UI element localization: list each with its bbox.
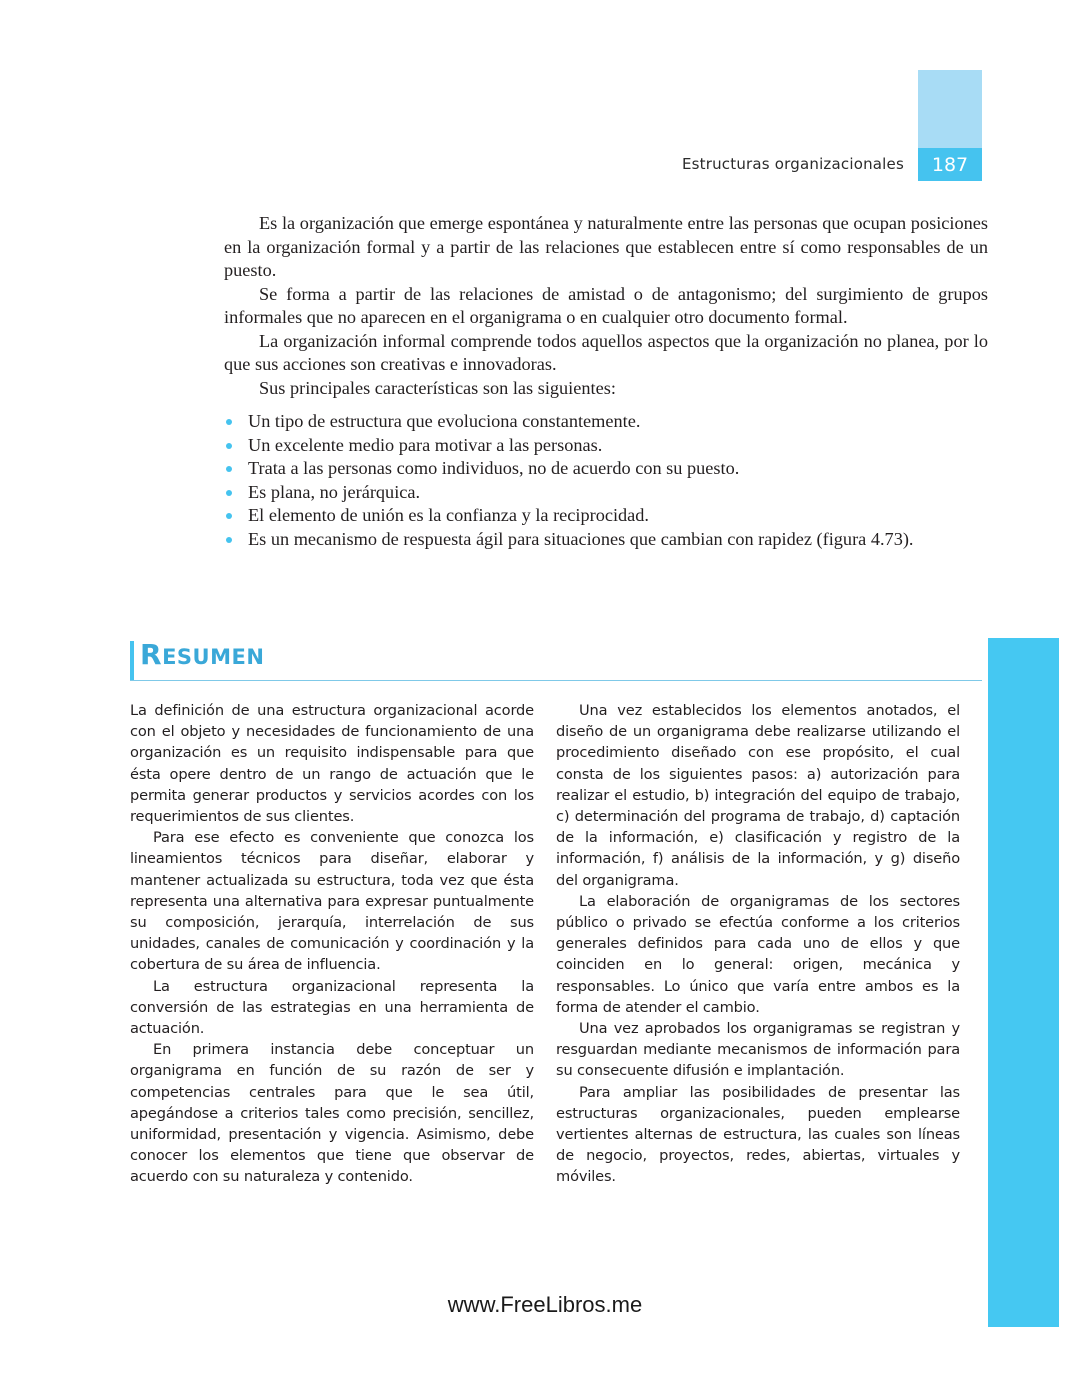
list-item — [224, 504, 988, 528]
list-item-text: Es un mecanismo de respuesta ágil para situaciones que cambian con rapidez (figura 4.73). — [248, 528, 914, 549]
resumen-heading-initial: R — [140, 638, 163, 671]
paragraph: En primera instancia debe conceptuar un organigrama en función de su razón de ser y competencias centrales para que le sea útil, apegándose a criterios tales como precisión, sencillez, uniformidad, presentación y vigencia. Asimismo, debe conocer los elementos que tiene que observar de acuerdo con su naturaleza y contenido. — [130, 1041, 534, 1186]
paragraph: Es la organización que emerge espontánea y naturalmente entre las personas que ocupan posiciones en la organización formal y a partir de las relaciones que establecen entre sí como responsables de un puesto. — [224, 213, 988, 280]
paragraph: Para ampliar las posibilidades de presentar las estructuras organizacionales, pueden emplearse vertientes alternas de estructura, las cuales son líneas de negocio, proyectos, redes, abiertas, virtuales y móviles. — [556, 1083, 960, 1186]
resumen-left-column — [130, 700, 534, 1188]
bullet-icon — [226, 443, 232, 449]
paragraph: Una vez establecidos los elementos anotados, el diseño de un organigrama debe realizarse utilizando el procedimiento diseñado con ese propósito, el cual consta de los siguientes pasos: a) autorización para realizar el estudio, b) integración del equipo de trabajo, c) determinación del programa de trabajo, d) captación de la información, e) clasificación y registro de la información, f) análisis de la información, y g) diseño del organigrama. — [556, 702, 960, 889]
resumen-divider — [130, 680, 982, 681]
paragraph: La elaboración de organigramas de los sectores público o privado se efectúa conforme a los criterios generales definidos para cada uno de ellos y que coinciden en lo general: origen, mecánica y responsables. Lo único que varía entre ambos es la forma de atender el cambio. — [556, 892, 960, 1016]
running-head: Estructuras organizacionales — [681, 155, 904, 173]
bullet-icon — [226, 419, 232, 425]
list-item-text: Un excelente medio para motivar a las personas. — [248, 434, 603, 455]
list-item — [224, 434, 988, 458]
paragraph: Una vez aprobados los organigramas se registran y resguardan mediante mecanismos de información para su consecuente difusión e implantación. — [556, 1020, 960, 1080]
resumen-heading — [140, 638, 264, 671]
list-item-text: Trata a las personas como individuos, no de acuerdo con su puesto. — [248, 458, 740, 478]
list-item — [224, 528, 988, 552]
bullet-icon — [226, 513, 232, 519]
list-item-text: El elemento de unión es la confianza y la reciprocidad. — [248, 505, 650, 525]
list-item-text: Es plana, no jerárquica. — [248, 481, 421, 502]
list-item — [224, 410, 988, 434]
paragraph: Se forma a partir de las relaciones de amistad o de antagonismo; del surgimiento de grupos informales que no aparecen en el organigrama o en cualquier otro documento formal. — [224, 283, 988, 327]
bullet-icon — [226, 490, 232, 496]
header-tab-decoration — [918, 70, 982, 148]
list-item-text: Un tipo de estructura que evoluciona constantemente. — [248, 411, 641, 431]
paragraph: La definición de una estructura organizacional acorde con el objeto y necesidades de funcionamiento de una organización es un requisito indispensable para que ésta opere dentro de un rango de actuación que le permita generar productos y servicios acordes con los requerimientos de sus clientes. — [130, 702, 534, 826]
characteristics-list — [224, 410, 988, 551]
paragraph: Para ese efecto es conveniente que conozca los lineamientos técnicos para diseñar, elaborar y mantener actualizada su estructura, toda vez que ésta representa una alternativa para expresar puntualmente su composición, jerarquía, interrelación de sus unidades, canales de comunicación y coordinación y la cobertura de su área de influencia. — [130, 829, 534, 974]
page-number — [918, 148, 982, 181]
side-color-block — [988, 638, 1059, 1327]
resumen-right-column — [556, 700, 960, 1188]
resumen-accent-bar — [130, 641, 134, 681]
bullet-icon — [226, 466, 232, 472]
main-body-text — [224, 212, 988, 551]
paragraph: Sus principales características son las siguientes: — [259, 377, 616, 398]
paragraph: La organización informal comprende todos aquellos aspectos que la organización no planea, por lo que sus acciones son creativas e innovadoras. — [224, 330, 988, 374]
resumen-heading-rest: ESUMEN — [162, 645, 265, 669]
list-item — [224, 457, 988, 481]
list-item — [224, 481, 988, 505]
paragraph: La estructura organizacional representa la conversión de las estrategias en una herramienta de actuación. — [130, 977, 534, 1038]
footer-watermark: www.FreeLibros.me — [447, 1292, 643, 1317]
bullet-icon — [226, 537, 232, 543]
page-number-text: 187 — [931, 153, 969, 176]
